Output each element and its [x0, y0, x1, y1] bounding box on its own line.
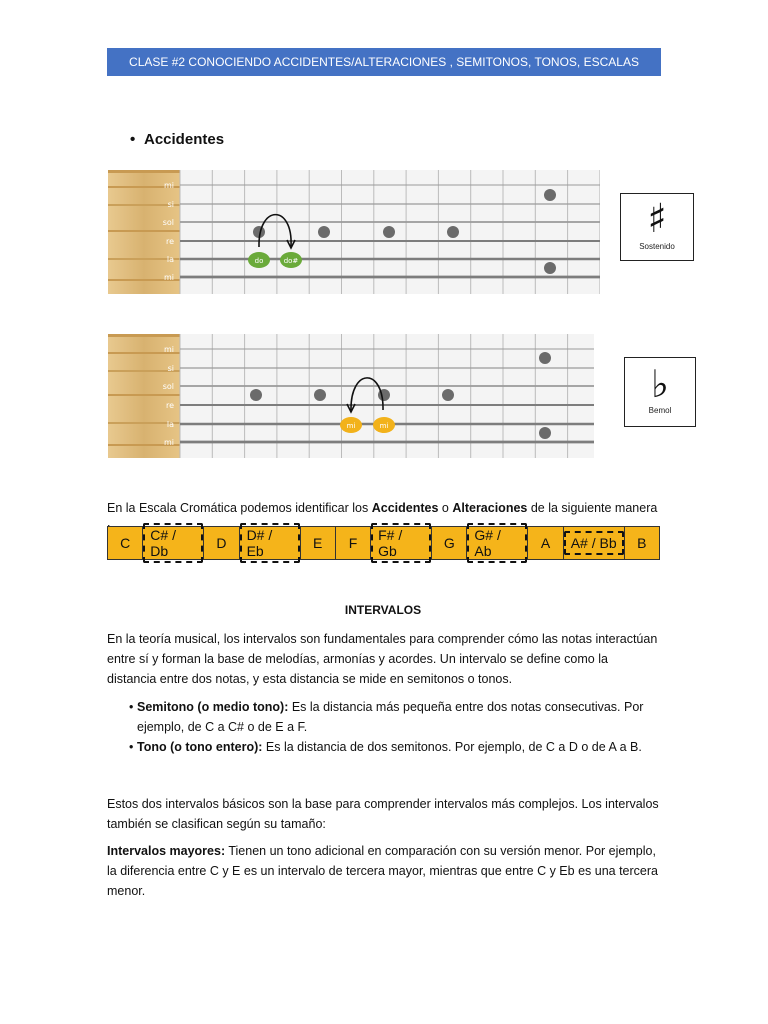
scale-cell [204, 527, 239, 559]
bullet-item-tono [107, 737, 659, 757]
page-banner: CLASE #2 CONOCIENDO ACCIDENTES/ALTERACIONES , SEMITONOS, TONOS, ESCALAS [107, 48, 661, 76]
string-label: la [166, 255, 174, 264]
natural-note-label: C [120, 535, 131, 551]
natural-note-label: F [348, 535, 358, 551]
fret-dot [447, 226, 459, 238]
string-label: si [167, 200, 174, 209]
bullet-text: Es la distancia de dos semitonos. Por ejemplo, de C a D o de A a B. [262, 740, 642, 754]
note-label: do [254, 257, 264, 265]
scale-cell [528, 527, 563, 559]
fretboard-diagram-flat [108, 332, 594, 463]
sharp-icon: ♯ [647, 196, 667, 242]
string-label: mi [163, 438, 174, 447]
note-label: do# [283, 257, 299, 265]
flat-icon: ♭ [651, 362, 669, 406]
string-label: re [165, 237, 174, 246]
accidental-note-label: F# / Gb [371, 523, 431, 563]
fret-dot [442, 389, 454, 401]
accidental-note-label: A# / Bb [564, 531, 624, 555]
accidental-note-label: D# / Eb [240, 523, 300, 563]
accidental-note-label: G# / Ab [467, 523, 527, 563]
scale-cell [625, 527, 659, 559]
flat-symbol-card [624, 357, 696, 427]
scale-cell [336, 527, 371, 559]
bullet-text: Es la distancia más pequeña entre dos notas consecutivas. Por ejemplo, de C a C# o de E a F. [137, 700, 644, 734]
bullet-icon: • [130, 131, 136, 148]
string-label: mi [163, 273, 174, 282]
scale-cell [432, 527, 467, 559]
scale-cell [467, 527, 528, 559]
section-heading-accidentes [130, 131, 224, 148]
note-label: mi [379, 422, 389, 430]
bullet-term: Tono (o tono entero): [137, 740, 263, 754]
intervals-paragraph: En la teoría musical, los intervalos son fundamentales para comprender cómo las notas interactúan entre sí y forman la base de melodías, armonías y acordes. Un intervalo se define como la distancia entre dos notas, y esta distancia se mide en semitonos o tonos. [107, 632, 658, 686]
fretboard-diagram-sharp [108, 164, 600, 299]
sharp-symbol-card [620, 193, 694, 261]
scale-cell [143, 527, 204, 559]
natural-note-label: B [637, 535, 647, 551]
chromatic-scale-row [107, 526, 660, 560]
intro-text: de la siguiente manera [530, 501, 658, 515]
string-label: mi [163, 181, 174, 190]
string-label: sol [162, 218, 174, 227]
natural-note-label: G [443, 535, 455, 551]
intro-term-accidentes: Accidentes [371, 501, 439, 515]
natural-note-label: A [540, 535, 551, 551]
bullet-item-semitono [107, 697, 659, 737]
fret-dot [544, 262, 556, 274]
accidental-note-label: C# / Db [143, 523, 203, 563]
heading-text: Accidentes [144, 131, 225, 148]
fret-dot [383, 226, 395, 238]
interval-bullet-list [107, 697, 659, 757]
bullet-term: Semitono (o medio tono): [137, 700, 289, 714]
intervals-title: INTERVALOS [344, 603, 422, 617]
flat-caption: Bemol [648, 406, 672, 415]
scale-cell [564, 527, 625, 559]
mayores-term: Intervalos mayores: [107, 844, 226, 858]
mayores-text: Tienen un tono adicional en comparación con su versión menor. Por ejemplo, la diferencia entre C y E es un intervalo de tercera mayor, mientras que entre C y Eb es una tercera menor. [107, 844, 658, 898]
fret-dot [539, 352, 551, 364]
string-label: sol [162, 382, 174, 391]
fret-dot [314, 389, 326, 401]
intro-text: o [438, 501, 453, 515]
string-label: si [167, 364, 174, 373]
note-label: mi [346, 422, 356, 430]
intervals-mayores-paragraph [107, 841, 659, 901]
natural-note-label: E [313, 535, 323, 551]
fret-dot [539, 427, 551, 439]
string-label: mi [163, 345, 174, 354]
scale-cell [240, 527, 301, 559]
intro-term-alteraciones: Alteraciones [452, 501, 528, 515]
string-label: la [166, 420, 174, 429]
fret-dot [544, 189, 556, 201]
natural-note-label: D [216, 535, 227, 551]
sharp-caption: Sostenido [639, 242, 675, 251]
scale-cell [108, 527, 143, 559]
intervals-paragraph-2: Estos dos intervalos básicos son la base para comprender intervalos más complejos. Los intervalos también se clasifican según su tamaño: [107, 797, 659, 831]
scale-cell [301, 527, 336, 559]
fret-dot [318, 226, 330, 238]
scale-cell [371, 527, 432, 559]
fret-dot [250, 389, 262, 401]
string-label: re [165, 401, 174, 410]
intro-text: En la Escala Cromática podemos identificar los [107, 501, 372, 515]
